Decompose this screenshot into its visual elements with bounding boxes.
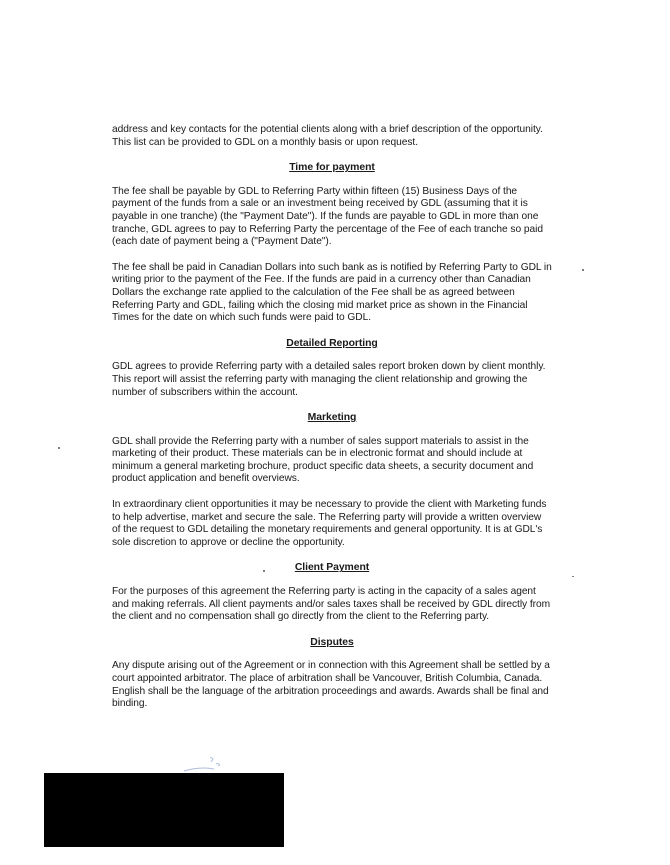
scan-speck <box>58 447 60 449</box>
scan-speck <box>572 576 574 577</box>
signature-mark-icon <box>180 752 240 774</box>
document-body <box>112 124 552 724</box>
intro-paragraph: address and key contacts for the potential clients along with a brief description of the opportunity. This list can be provided to GDL on a monthly basis or upon request. <box>112 124 543 148</box>
heading-detailed-reporting: Detailed Reporting <box>286 337 378 349</box>
scan-speck <box>263 570 265 572</box>
redaction-block <box>44 773 284 847</box>
paragraph-reporting-1: GDL agrees to provide Referring party with a detailed sales report broken down by client monthly. This report will assist the referring party with managing the client relationship and growing the number of subscribers within the account. <box>112 361 546 398</box>
paragraph-marketing-1: GDL shall provide the Referring party with a number of sales support materials to assist in the marketing of their product. These materials can be in electronic format and should include at minimum a general marketing brochure, product specific data sheets, a security document and product application and benefit overviews. <box>112 435 534 485</box>
scan-speck <box>582 269 584 271</box>
heading-marketing: Marketing <box>307 412 357 424</box>
paragraph-client-payment-1: For the purposes of this agreement the Referring party is acting in the capacity of a sales agent and making referrals. All client payments and/or sales taxes shall be received by GDL directly from the client and no compensation shall go directly from the client to the Referring party. <box>112 586 551 623</box>
paragraph-payment-1: The fee shall be payable by GDL to Referring Party within fifteen (15) Business Days of the payment of the funds from a sale or an investment being received by GDL (assuming that it is payable in one tranche) (the "Payment Date"). If the funds are payable to GDL in more than one tranche, GDL agrees to pay to Referring Party the percentage of the Fee of each tranche so paid (each date of payment being a ("Payment Date"). <box>112 185 543 248</box>
paragraph-marketing-2: In extraordinary client opportunities it may be necessary to provide the client with Marketing funds to help advertise, market and secure the sale. The Referring party will provide a written overview of the request to GDL detailing the monetary requirements and general opportunity. It is at GDL's sole discretion to approve or decline the opportunity. <box>112 499 547 548</box>
paragraph-disputes-1: Any dispute arising out of the Agreement or in connection with this Agreement shall be settled by a court appointed arbitrator. The place of arbitration shall be Vancouver, British Columbia, Canada. English shall be the language of the arbitration proceedings and awards. Awards shall be final and binding. <box>112 660 550 710</box>
paragraph-payment-2: The fee shall be paid in Canadian Dollars into such bank as is notified by Referring Party to GDL in writing prior to the payment of the Fee. If the funds are paid in a currency other than Canadian Dollars the exchange rate applied to the calculation of the Fee shall be as agreed between Referring Party and GDL, failing which the closing mid market price as shown in the Financial Times for the date on which such funds were paid to GDL. <box>112 261 552 324</box>
heading-time-for-payment: Time for payment <box>289 162 375 174</box>
heading-client-payment: Client Payment <box>294 562 370 574</box>
heading-disputes: Disputes <box>310 636 354 648</box>
